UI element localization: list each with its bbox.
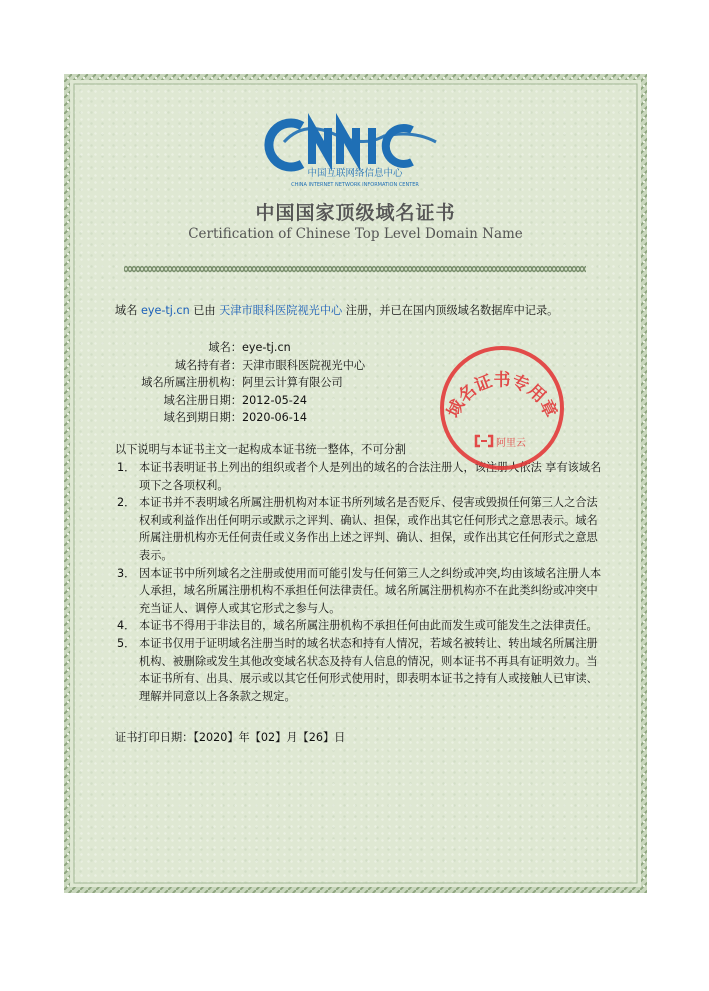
aliyun-logo-icon [476, 436, 492, 446]
field-holder [104, 357, 365, 375]
registration-statement [115, 302, 558, 318]
field-value: 2020-06-14 [242, 411, 308, 425]
field-expiry-date [104, 409, 365, 427]
intro-suffix: 注册，并已在国内顶级域名数据库中记录。 [342, 304, 559, 317]
terms-list [115, 459, 605, 705]
term-item [115, 494, 605, 564]
certificate-title-en: Certification of Chinese Top Level Domain Name [188, 226, 523, 242]
term-number: 5． [117, 636, 136, 650]
term-text: 本证书并不表明域名所属注册机构对本证书所列域名是否贬斥、侵害或毁损任何第三人之合法权利或利益作出任何明示或默示之评判、确认、担保，或作出其它任何形式之意思表示。域名所属注册机构亦无任何责任或义务作出上述之评判、确认、担保，或作出其它任何形式之意思表示。 [139, 496, 598, 562]
field-value: 天津市眼科医院视光中心 [242, 358, 366, 372]
intro-middle: 已由 [189, 304, 220, 317]
seal-text: 域名证书专用章 [443, 370, 561, 421]
field-label: 域名到期日期： [163, 411, 242, 425]
term-item [115, 565, 605, 618]
field-value: eye-tj.cn [242, 341, 291, 354]
term-text: 因本证书中所列域名之注册或使用而可能引发与任何第三人之纠纷或冲突,均由该域名注册人本人承担，域名所属注册机构不承担任何法律责任。域名所属注册机构亦不在此类纠纷或冲突中充当证人、调停人或其它形式之参与人。 [139, 566, 602, 615]
term-item [115, 635, 605, 705]
term-number: 2． [117, 496, 136, 510]
term-text: 本证书表明证书上列出的组织或者个人是列出的域名的合法注册人，该注册人依法 享有该域名项下之各项权利。 [139, 461, 602, 492]
field-registrar [104, 374, 365, 392]
logo-name-cn: 中国互联网络信息中心 [307, 168, 403, 179]
cnnic-wordmark [269, 123, 436, 167]
field-registration-date [104, 392, 365, 410]
term-number: 3． [117, 566, 136, 580]
term-text: 本证书不得用于非法目的，域名所属注册机构不承担任何由此而发生或可能发生之法律责任。 [139, 619, 598, 633]
print-date: 证书打印日期：【2020】年【02】月【26】日 [115, 731, 346, 744]
domain-fields [104, 339, 365, 427]
logo-name-en: CHINA INTERNET NETWORK INFORMATION CENTER [291, 182, 419, 188]
intro-domain: eye-tj.cn [140, 304, 190, 317]
field-value: 阿里云计算有限公司 [242, 376, 343, 390]
seal-company: 阿里云 [496, 438, 526, 449]
field-value: 2012-05-24 [242, 393, 308, 407]
field-label: 域名持有者： [174, 358, 242, 372]
intro-prefix: 域名 [115, 304, 141, 317]
official-seal [438, 344, 566, 472]
field-domain [104, 339, 365, 357]
notes-header: 以下说明与本证书主文一起构成本证书统一整体，不可分割 [115, 443, 406, 456]
field-label: 域名： [208, 341, 242, 354]
term-number: 4． [117, 619, 136, 633]
certificate-title-cn: 中国国家顶级域名证书 [255, 202, 456, 224]
term-text: 本证书仅用于证明域名注册当时的域名状态和持有人情况，若域名被转让、转出域名所属注册机构、被删除或发生其他改变域名状态及持有人信息的情况，则本证书不再具有证明效力。当本证书所有、出具、展示或以其它任何形式使用时，即表明本证书之持有人或接触人已审读、理解并同意以上各条款之规定。 [139, 636, 598, 703]
field-label: 域名注册日期： [163, 393, 242, 407]
intro-holder: 天津市眼科医院视光中心 [219, 304, 343, 317]
field-label: 域名所属注册机构： [141, 376, 242, 390]
cnnic-logo [264, 112, 447, 192]
term-item [115, 617, 605, 635]
term-number: 1． [117, 461, 136, 474]
ornamental-divider [124, 264, 586, 274]
certificate [64, 74, 647, 893]
